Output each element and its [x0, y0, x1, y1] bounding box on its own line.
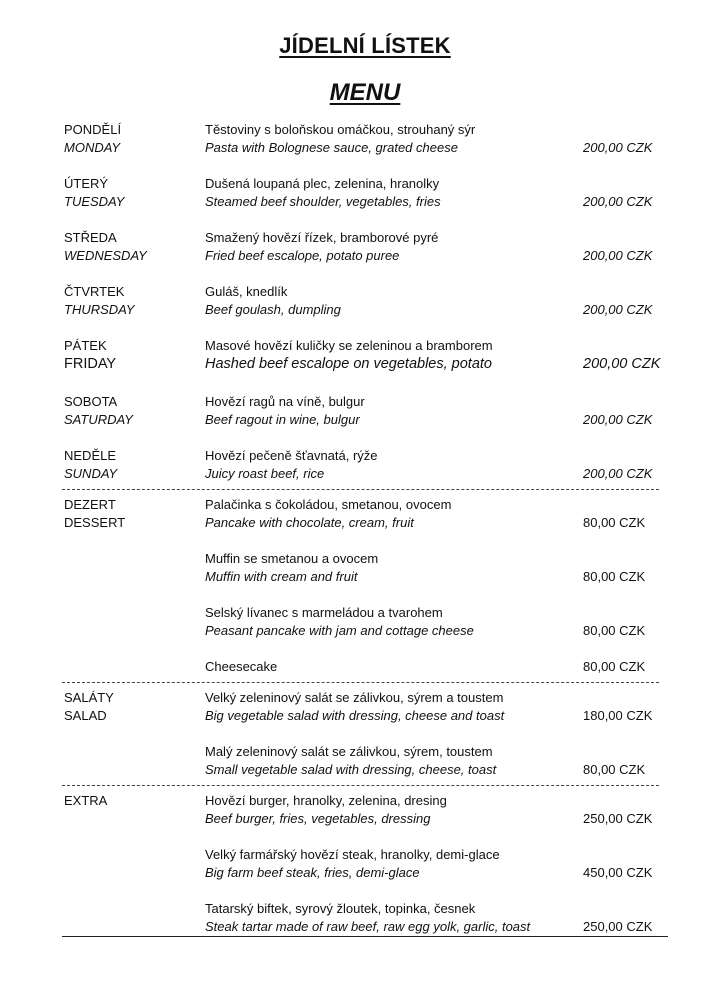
dish-name-en: Beef goulash, dumpling: [205, 302, 341, 317]
page-subtitle: MENU: [329, 79, 401, 106]
menu-day-friday: [0, 337, 704, 375]
dish-name-en: Hashed beef escalope on vegetables, potato: [205, 356, 492, 372]
day-label-en: SUNDAY: [64, 466, 118, 481]
day-label-en: FRIDAY: [64, 356, 117, 372]
day-label-en: SATURDAY: [64, 412, 133, 427]
menu-day-wednesday: [0, 229, 704, 265]
dessert-item: [0, 550, 704, 586]
dish-name-en: Steak tartar made of raw beef, raw egg yolk, garlic, toast: [205, 919, 531, 934]
extra-item: [0, 846, 704, 882]
section-label: EXTRA: [64, 793, 108, 808]
day-label-cz: PONDĚLÍ: [64, 122, 122, 137]
dish-name-en: Big vegetable salad with dressing, cheese and toast: [205, 708, 505, 723]
dish-name-en: Small vegetable salad with dressing, cheese, toast: [205, 762, 497, 777]
extra-item: [0, 900, 704, 936]
extra-item: [0, 792, 704, 828]
dish-name-cz: Velký zeleninový salát se zálivkou, sýrem a toustem: [205, 690, 504, 705]
dish-name-cz: Muffin se smetanou a ovocem: [205, 551, 379, 566]
menu-day-thursday: [0, 283, 704, 319]
section-label-en: SALAD: [64, 708, 107, 723]
day-label-en: TUESDAY: [64, 194, 125, 209]
dish-name-en: Peasant pancake with jam and cottage cheese: [205, 623, 474, 638]
menu-day-saturday: [0, 393, 704, 429]
dish-price: 180,00 CZK: [583, 708, 653, 723]
dish-name-cz: Velký farmářský hovězí steak, hranolky, demi-glace: [205, 847, 500, 862]
dish-name-cz: Guláš, knedlík: [205, 284, 288, 299]
dish-name-cz: Palačinka s čokoládou, smetanou, ovocem: [205, 497, 452, 512]
section-label-cz: DEZERT: [64, 497, 116, 512]
day-label-en: MONDAY: [64, 140, 121, 155]
day-label-en: WEDNESDAY: [64, 248, 147, 263]
dessert-item: [0, 604, 704, 640]
dish-name-cz: Hovězí burger, hranolky, zelenina, dresing: [205, 793, 447, 808]
dessert-item: [0, 496, 704, 532]
section-divider: [62, 682, 659, 683]
menu-day-tuesday: [0, 175, 704, 211]
menu-day-monday: [0, 121, 704, 157]
dish-price: 200,00 CZK: [583, 302, 653, 317]
dish-price: 250,00 CZK: [583, 811, 653, 826]
dish-name-en: Steamed beef shoulder, vegetables, fries: [205, 194, 441, 209]
dish-name-en: Big farm beef steak, fries, demi-glace: [205, 865, 420, 880]
dish-price: 80,00 CZK: [583, 623, 646, 638]
section-divider: [62, 489, 659, 490]
salad-item: [0, 743, 704, 779]
dish-name-cz: Cheesecake: [205, 659, 278, 674]
dish-name-cz: Hovězí pečeně šťavnatá, rýže: [205, 448, 378, 463]
dish-name-en: Beef ragout in wine, bulgur: [205, 412, 360, 427]
day-label-cz: ÚTERÝ: [64, 176, 109, 191]
menu-day-sunday: [0, 447, 704, 483]
dish-name-en: Pancake with chocolate, cream, fruit: [205, 515, 414, 530]
dish-price: 200,00 CZK: [583, 140, 653, 155]
dish-name-cz: Těstoviny s boloňskou omáčkou, strouhaný sýr: [205, 122, 476, 137]
day-label-cz: NEDĚLE: [64, 448, 117, 463]
day-label-cz: ČTVRTEK: [64, 284, 125, 299]
dish-price: 450,00 CZK: [583, 865, 653, 880]
dish-name-en: Fried beef escalope, potato puree: [205, 248, 400, 263]
dish-price: 250,00 CZK: [583, 919, 653, 934]
dish-name-cz: Malý zeleninový salát se zálivkou, sýrem, toustem: [205, 744, 493, 759]
day-label-cz: PÁTEK: [64, 338, 107, 353]
dish-price: 80,00 CZK: [583, 515, 646, 530]
day-label-cz: STŘEDA: [64, 230, 117, 245]
section-divider: [62, 785, 659, 786]
dish-name-en: Muffin with cream and fruit: [205, 569, 358, 584]
dish-price: 200,00 CZK: [583, 194, 653, 209]
dish-price: 200,00 CZK: [583, 412, 653, 427]
page-title: JÍDELNÍ LÍSTEK: [279, 33, 451, 58]
dish-name-cz: Hovězí ragů na víně, bulgur: [205, 394, 365, 409]
dish-name-cz: Masové hovězí kuličky se zeleninou a bramborem: [205, 338, 493, 353]
dish-name-cz: Tatarský biftek, syrový žloutek, topinka, česnek: [205, 901, 476, 916]
section-label-cz: SALÁTY: [64, 690, 114, 705]
dish-price: 80,00 CZK: [583, 659, 646, 674]
dish-price: 80,00 CZK: [583, 569, 646, 584]
dish-name-cz: Dušená loupaná plec, zelenina, hranolky: [205, 176, 440, 191]
dish-price: 200,00 CZK: [583, 466, 653, 481]
dish-price: 200,00 CZK: [583, 356, 661, 372]
day-label-cz: SOBOTA: [64, 394, 118, 409]
dish-name-cz: Selský lívanec s marmeládou a tvarohem: [205, 605, 443, 620]
dish-name-en: Pasta with Bolognese sauce, grated cheese: [205, 140, 458, 155]
day-label-en: THURSDAY: [64, 302, 135, 317]
section-label-en: DESSERT: [64, 515, 126, 530]
dessert-item: [0, 658, 704, 676]
salad-item: [0, 689, 704, 725]
dish-name-en: Beef burger, fries, vegetables, dressing: [205, 811, 431, 826]
dish-name-en: Juicy roast beef, rice: [205, 466, 325, 481]
dish-price: 200,00 CZK: [583, 248, 653, 263]
menu-list: [0, 121, 704, 937]
bottom-rule: [62, 936, 668, 937]
dish-price: 80,00 CZK: [583, 762, 646, 777]
dish-name-cz: Smažený hovězí řízek, bramborové pyré: [205, 230, 439, 245]
